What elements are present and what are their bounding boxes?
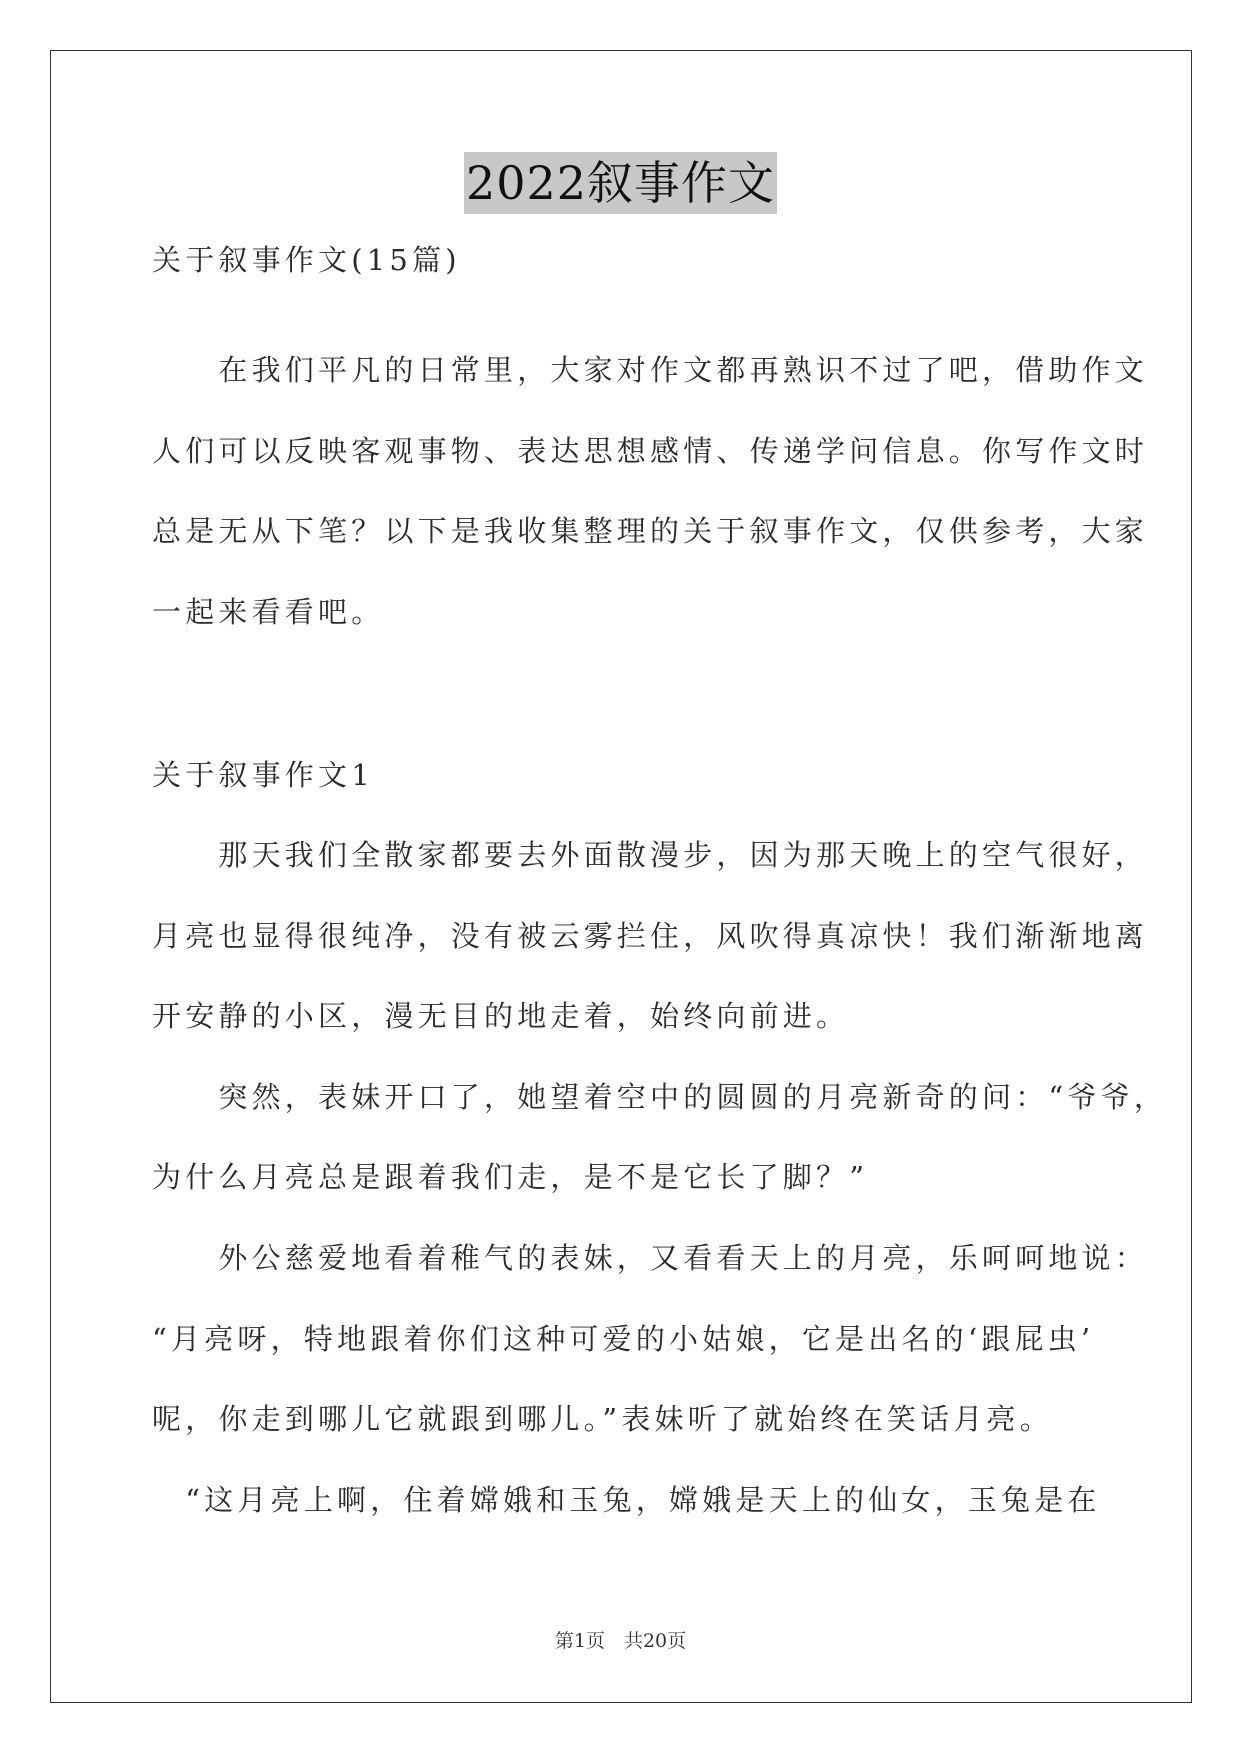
paragraph-line: 人们可以反映客观事物、表达思想感情、传递学问信息。你写作文时: [152, 434, 1149, 468]
paragraph-line: 一起来看看吧。: [152, 595, 385, 629]
paragraph-line: 在我们平凡的日常里，大家对作文都再熟识不过了吧，借助作文: [152, 353, 1149, 387]
paragraph-line: “月亮呀，特地跟着你们这种可爱的小姑娘，它是出名的‘跟屁虫’: [152, 1322, 1095, 1356]
paragraph-line: 开安静的小区，漫无目的地走着，始终向前进。: [152, 999, 850, 1033]
paragraph-line: 月亮也显得很纯净，没有被云雾拦住，风吹得真凉快！我们渐渐地离: [152, 919, 1149, 953]
paragraph-line: 为什么月亮总是跟着我们走，是不是它长了脚？”: [152, 1160, 869, 1194]
paragraph-line: 突然，表妹开口了，她望着空中的圆圆的月亮新奇的问：“爷爷，: [152, 1080, 1168, 1114]
paragraph-line: “这月亮上啊，住着嫦娥和玉兔，嫦娥是天上的仙女，玉兔是在: [152, 1483, 1101, 1517]
paragraph-line: 总是无从下笔？以下是我收集整理的关于叙事作文，仅供参考，大家: [152, 514, 1149, 548]
page-footer: 第1页 共20页: [554, 1630, 687, 1652]
paragraph-line: 呢，你走到哪儿它就跟到哪儿。”表妹听了就始终在笑话月亮。: [152, 1402, 1053, 1436]
title-wrap: [0, 152, 1241, 214]
paragraph-line: 外公慈爱地看着稚气的表妹，又看看天上的月亮，乐呵呵地说：: [152, 1241, 1149, 1275]
document-title: 2022叙事作文: [464, 152, 777, 214]
page-border: [50, 50, 1192, 1703]
section-heading: 关于叙事作文1: [152, 758, 374, 792]
paragraph-line: 那天我们全散家都要去外面散漫步，因为那天晚上的空气很好，: [152, 838, 1149, 872]
subtitle-line: 关于叙事作文(15篇): [152, 243, 461, 277]
